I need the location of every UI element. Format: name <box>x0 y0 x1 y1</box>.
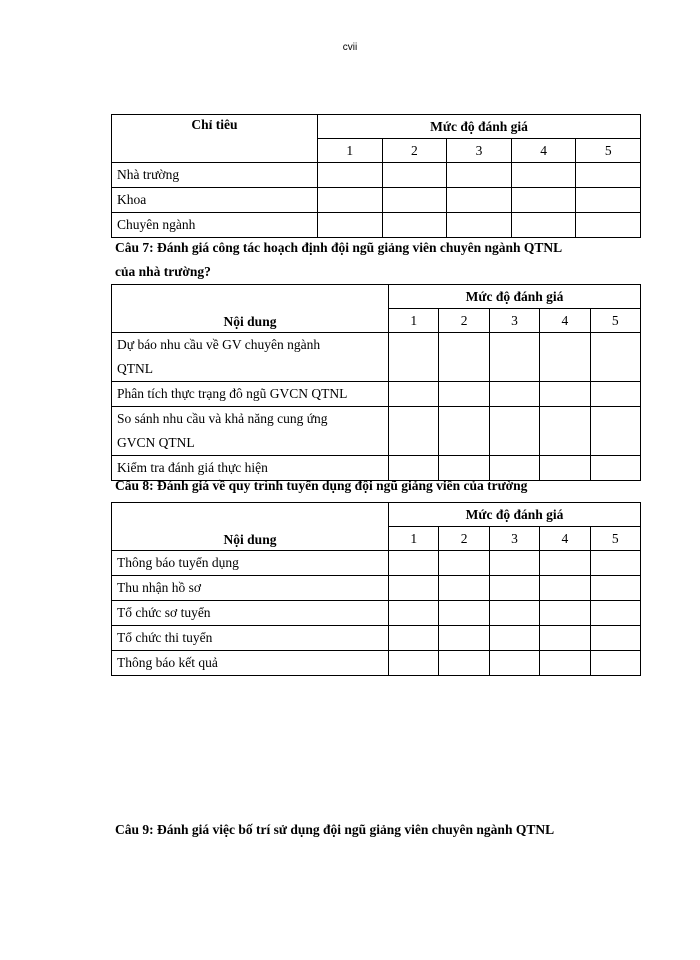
rating-cell[interactable] <box>447 188 512 213</box>
question-7 <box>115 236 635 284</box>
rating-cell[interactable] <box>318 188 383 213</box>
level-1-header: 1 <box>389 527 439 551</box>
rating-cell[interactable] <box>576 213 641 238</box>
rating-cell[interactable] <box>447 213 512 238</box>
table-row <box>112 407 641 456</box>
rating-cell[interactable] <box>590 456 640 481</box>
rating-cell[interactable] <box>590 626 640 651</box>
rating-cell[interactable] <box>318 163 383 188</box>
rating-cell[interactable] <box>389 333 439 382</box>
table-row <box>112 163 641 188</box>
column-header-content: Nội dung <box>112 503 389 551</box>
row-label: Tổ chức thi tuyển <box>112 626 389 651</box>
row-label: Khoa <box>112 188 318 213</box>
rating-cell[interactable] <box>389 651 439 676</box>
row-label-line: Dự báo nhu cầu về GV chuyên ngành <box>117 337 321 352</box>
rating-cell[interactable] <box>590 651 640 676</box>
rating-cell[interactable] <box>540 651 590 676</box>
row-label-line: GVCN QTNL <box>117 435 195 450</box>
rating-cell[interactable] <box>439 407 489 456</box>
row-label-line: So sánh nhu cầu và khả năng cung ứng <box>117 411 328 426</box>
row-label: Thông báo tuyển dụng <box>112 551 389 576</box>
row-label: Chuyên ngành <box>112 213 318 238</box>
row-label: Nhà trường <box>112 163 318 188</box>
rating-cell[interactable] <box>590 576 640 601</box>
level-3-header: 3 <box>447 139 512 163</box>
column-header-rating-level: Mức độ đánh giá <box>389 285 641 309</box>
rating-cell[interactable] <box>511 213 576 238</box>
rating-cell[interactable] <box>382 213 447 238</box>
rating-cell[interactable] <box>590 382 640 407</box>
row-label <box>112 333 389 382</box>
rating-cell[interactable] <box>439 551 489 576</box>
table-row <box>112 651 641 676</box>
rating-cell[interactable] <box>540 626 590 651</box>
level-2-header: 2 <box>439 309 489 333</box>
rating-cell[interactable] <box>540 382 590 407</box>
table-row <box>112 576 641 601</box>
level-1-header: 1 <box>318 139 383 163</box>
rating-cell[interactable] <box>489 601 539 626</box>
rating-cell[interactable] <box>540 551 590 576</box>
rating-cell[interactable] <box>439 626 489 651</box>
rating-cell[interactable] <box>489 626 539 651</box>
rating-cell[interactable] <box>389 576 439 601</box>
table-row <box>112 382 641 407</box>
rating-cell[interactable] <box>447 163 512 188</box>
row-label: Phân tích thực trạng đô ngũ GVCN QTNL <box>112 382 389 407</box>
level-5-header: 5 <box>576 139 641 163</box>
rating-cell[interactable] <box>382 163 447 188</box>
rating-cell[interactable] <box>540 601 590 626</box>
rating-cell[interactable] <box>439 382 489 407</box>
rating-cell[interactable] <box>540 407 590 456</box>
question-9: Câu 9: Đánh giá việc bố trí sử dụng đội ngũ giảng viên chuyên ngành QTNL <box>115 822 555 837</box>
rating-cell[interactable] <box>439 601 489 626</box>
row-label: Kiểm tra đánh giá thực hiện <box>112 456 389 481</box>
rating-cell[interactable] <box>576 163 641 188</box>
rating-cell[interactable] <box>590 407 640 456</box>
level-5-header: 5 <box>590 309 640 333</box>
table-row <box>112 601 641 626</box>
rating-cell[interactable] <box>489 382 539 407</box>
rating-cell[interactable] <box>590 601 640 626</box>
column-header-criteria: Chỉ tiêu <box>112 115 318 163</box>
table-row <box>112 188 641 213</box>
rating-table-recruitment <box>111 502 641 676</box>
row-label <box>112 407 389 456</box>
table-row <box>112 213 641 238</box>
rating-table-units <box>111 114 641 238</box>
rating-cell[interactable] <box>382 188 447 213</box>
page-number: cvii <box>342 42 358 53</box>
table-row <box>112 626 641 651</box>
rating-cell[interactable] <box>489 576 539 601</box>
level-3-header: 3 <box>489 527 539 551</box>
rating-cell[interactable] <box>540 456 590 481</box>
rating-cell[interactable] <box>489 407 539 456</box>
rating-cell[interactable] <box>590 333 640 382</box>
rating-cell[interactable] <box>389 407 439 456</box>
rating-cell[interactable] <box>489 551 539 576</box>
rating-cell[interactable] <box>439 333 489 382</box>
rating-cell[interactable] <box>489 651 539 676</box>
table-row <box>112 456 641 481</box>
level-4-header: 4 <box>511 139 576 163</box>
rating-cell[interactable] <box>389 626 439 651</box>
question-7-line-1: Câu 7: Đánh giá công tác hoạch định đội ngũ giảng viên chuyên ngành QTNL <box>115 240 563 255</box>
rating-cell[interactable] <box>511 188 576 213</box>
level-4-header: 4 <box>540 309 590 333</box>
table-row <box>112 551 641 576</box>
level-2-header: 2 <box>382 139 447 163</box>
column-header-content: Nội dung <box>112 285 389 333</box>
row-label: Tổ chức sơ tuyển <box>112 601 389 626</box>
table-row <box>112 333 641 382</box>
rating-cell[interactable] <box>389 382 439 407</box>
row-label: Thu nhận hồ sơ <box>112 576 389 601</box>
column-header-rating-level: Mức độ đánh giá <box>318 115 641 139</box>
row-label: Thông báo kết quả <box>112 651 389 676</box>
rating-cell[interactable] <box>318 213 383 238</box>
level-4-header: 4 <box>540 527 590 551</box>
rating-cell[interactable] <box>540 333 590 382</box>
rating-cell[interactable] <box>576 188 641 213</box>
rating-cell[interactable] <box>439 456 489 481</box>
column-header-rating-level: Mức độ đánh giá <box>389 503 641 527</box>
rating-cell[interactable] <box>489 333 539 382</box>
rating-table-planning <box>111 284 641 481</box>
rating-cell[interactable] <box>439 651 489 676</box>
rating-cell[interactable] <box>590 551 640 576</box>
level-3-header: 3 <box>489 309 539 333</box>
level-5-header: 5 <box>590 527 640 551</box>
level-2-header: 2 <box>439 527 489 551</box>
rating-cell[interactable] <box>489 456 539 481</box>
row-label-line: QTNL <box>117 361 153 376</box>
rating-cell[interactable] <box>389 456 439 481</box>
question-7-line-2: của nhà trường? <box>115 264 211 279</box>
rating-cell[interactable] <box>389 601 439 626</box>
rating-cell[interactable] <box>511 163 576 188</box>
rating-cell[interactable] <box>389 551 439 576</box>
rating-cell[interactable] <box>439 576 489 601</box>
rating-cell[interactable] <box>540 576 590 601</box>
level-1-header: 1 <box>389 309 439 333</box>
question-8: Câu 8: Đánh giá về quy trình tuyển dụng đội ngũ giảng viên của trường <box>115 478 528 493</box>
